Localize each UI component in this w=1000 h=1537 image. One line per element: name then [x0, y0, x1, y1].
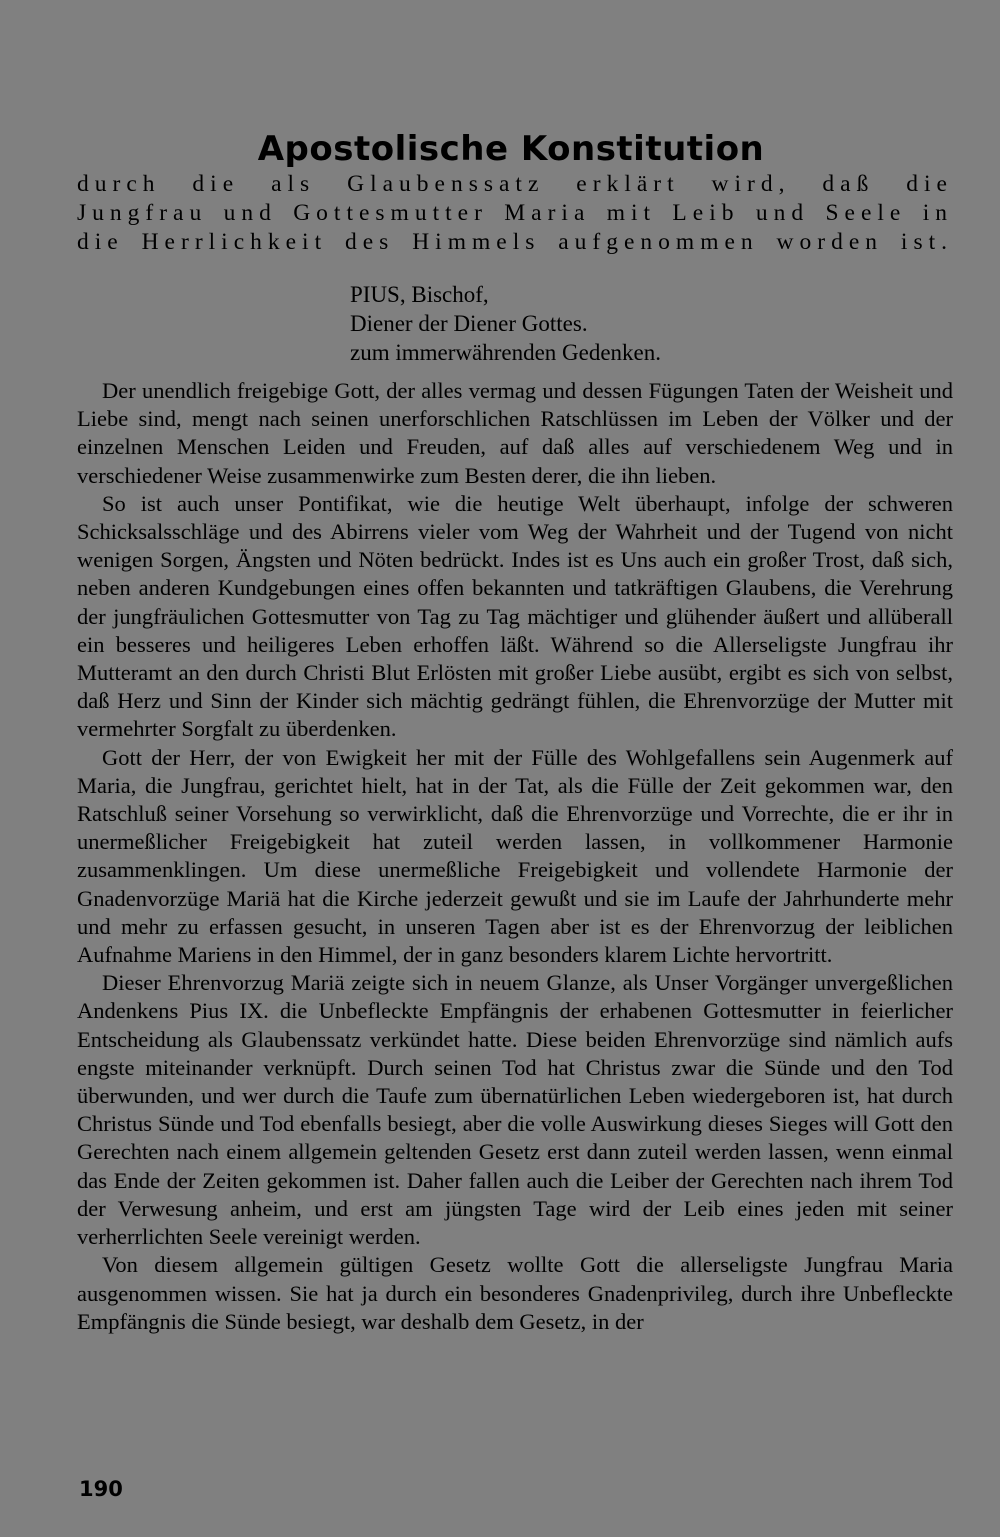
body-text	[77, 377, 953, 1336]
greeting-line: zum immerwährenden Gedenken.	[350, 340, 662, 365]
document-title: Apostolische Konstitution	[257, 129, 765, 169]
greeting-block	[350, 280, 850, 367]
page-number: 190	[79, 1477, 123, 1501]
paragraph: Von diesem allgemein gültigen Gesetz wollte Gott die allerseligste Jungfrau Maria ausgenommen wissen. Sie hat ja durch ein besonderes Gnadenprivileg, durch ihre Unbefleckte Empfängnis die Sünde besiegt, war deshalb dem Gesetz, in der	[77, 1252, 953, 1334]
paragraph: Dieser Ehrenvorzug Mariä zeigte sich in neuem Glanze, als Unser Vorgänger unvergeßlichen Andenkens Pius IX. die Unbefleckte Empfängnis der erhabenen Gottesmutter in feierlicher Entscheidung als Glaubenssatz verkündet hatte. Diese beiden Ehrenvorzüge sind nämlich aufs engste miteinander verknüpft. Durch seinen Tod hat Christus zwar die Sünde und den Tod überwunden, und wer durch die Taufe zum übernatürlichen Leben wiedergeboren ist, hat durch Christus Sünde und Tod ebenfalls besiegt, aber die volle Auswirkung dieses Sieges will Gott den Gerechten nach einem allgemein geltenden Gesetz erst dann zuteil werden lassen, wenn einmal das Ende der Zeiten gekommen ist. Daher fallen auch die Leiber der Gerechten nach ihrem Tod der Verwesung anheim, und erst am jüngsten Tage wird der Leib eines jeden mit seiner verherrlichten Seele vereinigt werden.	[77, 970, 953, 1250]
greeting-line: PIUS, Bischof,	[350, 282, 489, 307]
paragraph: So ist auch unser Pontifikat, wie die heutige Welt überhaupt, infolge der schweren Schicksalsschläge und des Abirrens vieler vom Weg der Wahrheit und der Tugend von nicht wenigen Sorgen, Ängsten und Nöten bedrückt. Indes ist es Uns auch ein großer Trost, daß sich, neben anderen Kundgebungen eines offen bekannten und tatkräftigen Glaubens, die Verehrung der jungfräulichen Gottesmutter von Tag zu Tag mächtiger und glühender äußert und allüberall ein besseres und heiligeres Leben erhoffen läßt. Während so die Allerseligste Jungfrau ihr Mutteramt an den durch Christi Blut Erlösten mit großer Liebe ausübt, ergibt es sich von selbst, daß Herz und Sinn der Kinder sich mächtig gedrängt fühlen, die Ehrenvorzüge der Mutter mit vermehrter Sorgfalt zu überdenken.	[77, 490, 953, 742]
greeting-line: Diener der Diener Gottes.	[350, 311, 588, 336]
subtitle-line: durch die als Glaubenssatz erklärt wird, daß die	[77, 171, 953, 197]
paragraph: Gott der Herr, der von Ewigkeit her mit der Fülle des Wohlgefallens sein Augenmerk auf Maria, die Jungfrau, gerichtet hielt, hat in der Tat, als die Fülle der Zeit gekommen war, den Ratschluß seiner Vorsehung so verwirklicht, daß die Ehrenvorzüge und Vorrechte, die er ihr in unermeßlicher Freigebigkeit hat zuteil werden lassen, in vollkommener Harmonie zusammenklingen. Um diese unermeßliche Freigebigkeit und vollendete Harmonie der Gnadenvorzüge Mariä hat die Kirche jederzeit gewußt und sie im Laufe der Jahrhunderte mehr und mehr zu erfassen gesucht, in unseren Tagen aber ist es der Ehrenvorzug der leiblichen Aufnahme Mariens in den Himmel, der in ganz besonders klarem Lichte hervortritt.	[77, 744, 953, 968]
document-subtitle	[77, 170, 953, 257]
subtitle-line: Jungfrau und Gottesmutter Maria mit Leib und Seele in	[77, 200, 953, 226]
subtitle-line: die Herrlichkeit des Himmels aufgenommen worden ist.	[77, 229, 953, 255]
paragraph: Der unendlich freigebige Gott, der alles vermag und dessen Fügungen Taten der Weisheit und Liebe sind, mengt nach seinen unerforschlichen Ratschlüssen im Leben der Völker und der einzelnen Menschen Leiden und Freuden, auf daß alles auf verschiedenem Weg und in verschiedener Weise zusammenwirke zum Besten derer, die ihn lieben.	[77, 378, 953, 488]
